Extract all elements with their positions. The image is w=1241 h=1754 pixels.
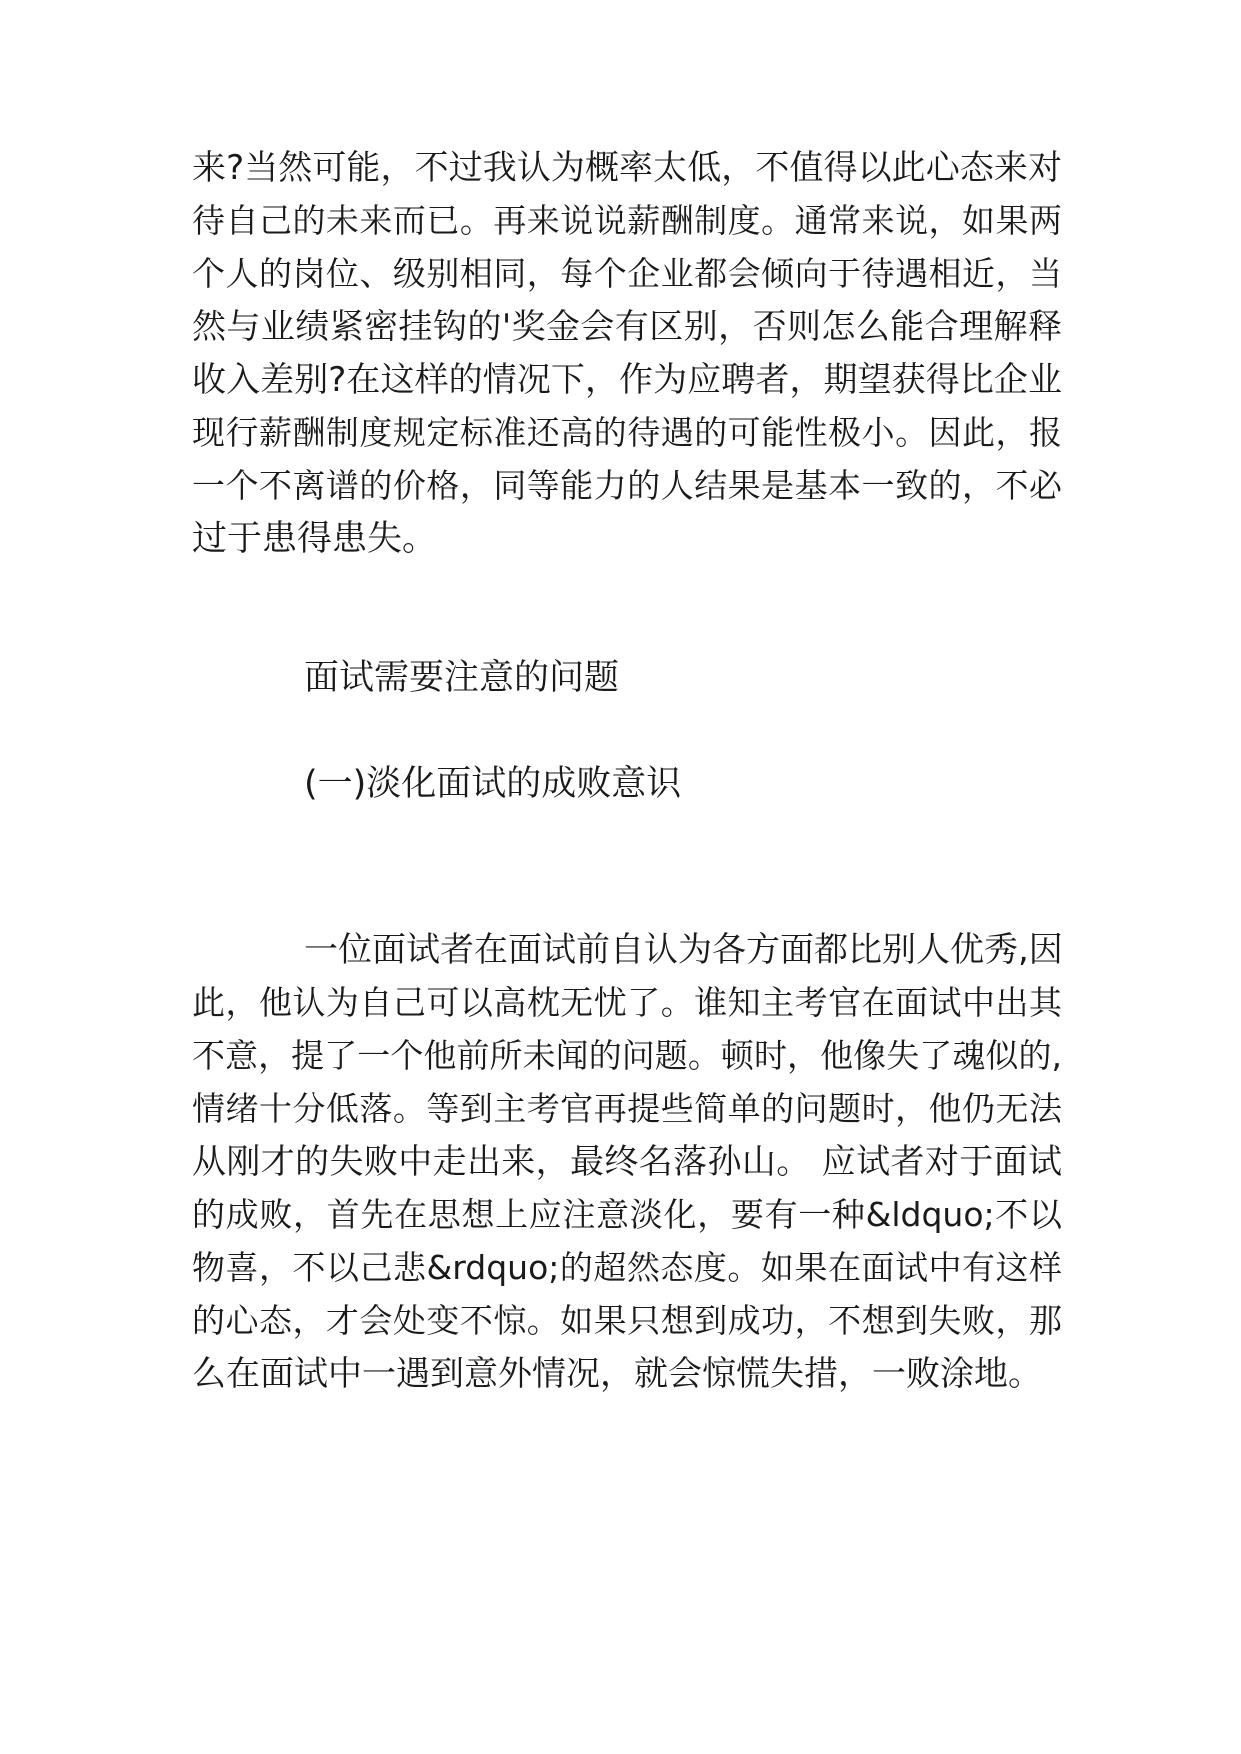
paragraph-line: 现行薪酬制度规定标准还高的待遇的可能性极小。因此，报 xyxy=(192,413,1062,452)
paragraph-line: 过于患得患失。 xyxy=(192,519,438,559)
paragraph-line: 的成败，首先在思想上应注意淡化，要有一种&ldquo;不以 xyxy=(192,1195,1062,1234)
paragraph-line: 个人的岗位、级别相同，每个企业都会倾向于待遇相近，当 xyxy=(192,254,1062,293)
paragraph-line: 一位面试者在面试前自认为各方面都比别人优秀,因 xyxy=(304,930,1063,970)
paragraph-line: 此，他认为自己可以高枕无忧了。谁知主考官在面试中出其 xyxy=(192,983,1062,1022)
paragraph-line: 来?当然可能，不过我认为概率太低，不值得以此心态来对 xyxy=(192,148,1062,188)
paragraph-line: 收入差别?在这样的情况下，作为应聘者，期望获得比企业 xyxy=(192,360,1062,400)
section-title: 面试需要注意的问题 xyxy=(304,658,620,698)
paragraph-line: 待自己的未来而已。再来说说薪酬制度。通常来说，如果两 xyxy=(192,201,1062,240)
paragraph-line: 么在面试中一遇到意外情况，就会惊慌失措，一败涂地。 xyxy=(192,1354,1042,1394)
paragraph-line: 不意，提了一个他前所未闻的问题。顿时，他像失了魂似的, xyxy=(192,1036,1062,1075)
paragraph-line: 的心态，才会处变不惊。如果只想到成功，不想到失败，那 xyxy=(192,1301,1062,1340)
paragraph-line: 从刚才的失败中走出来，最终名落孙山。 应试者对于面试 xyxy=(192,1142,1062,1182)
paragraph-line: 物喜，不以己悲&rdquo;的超然态度。如果在面试中有这样 xyxy=(192,1248,1062,1287)
paragraph-line: 情绪十分低落。等到主考官再提些简单的问题时，他仍无法 xyxy=(192,1089,1062,1128)
subsection-title: (一)淡化面试的成败意识 xyxy=(304,764,682,804)
paragraph-line: 一个不离谱的价格，同等能力的人结果是基本一致的，不必 xyxy=(192,466,1062,505)
paragraph-line: 然与业绩紧密挂钩的'奖金会有区别，否则怎么能合理解释 xyxy=(192,307,1062,347)
